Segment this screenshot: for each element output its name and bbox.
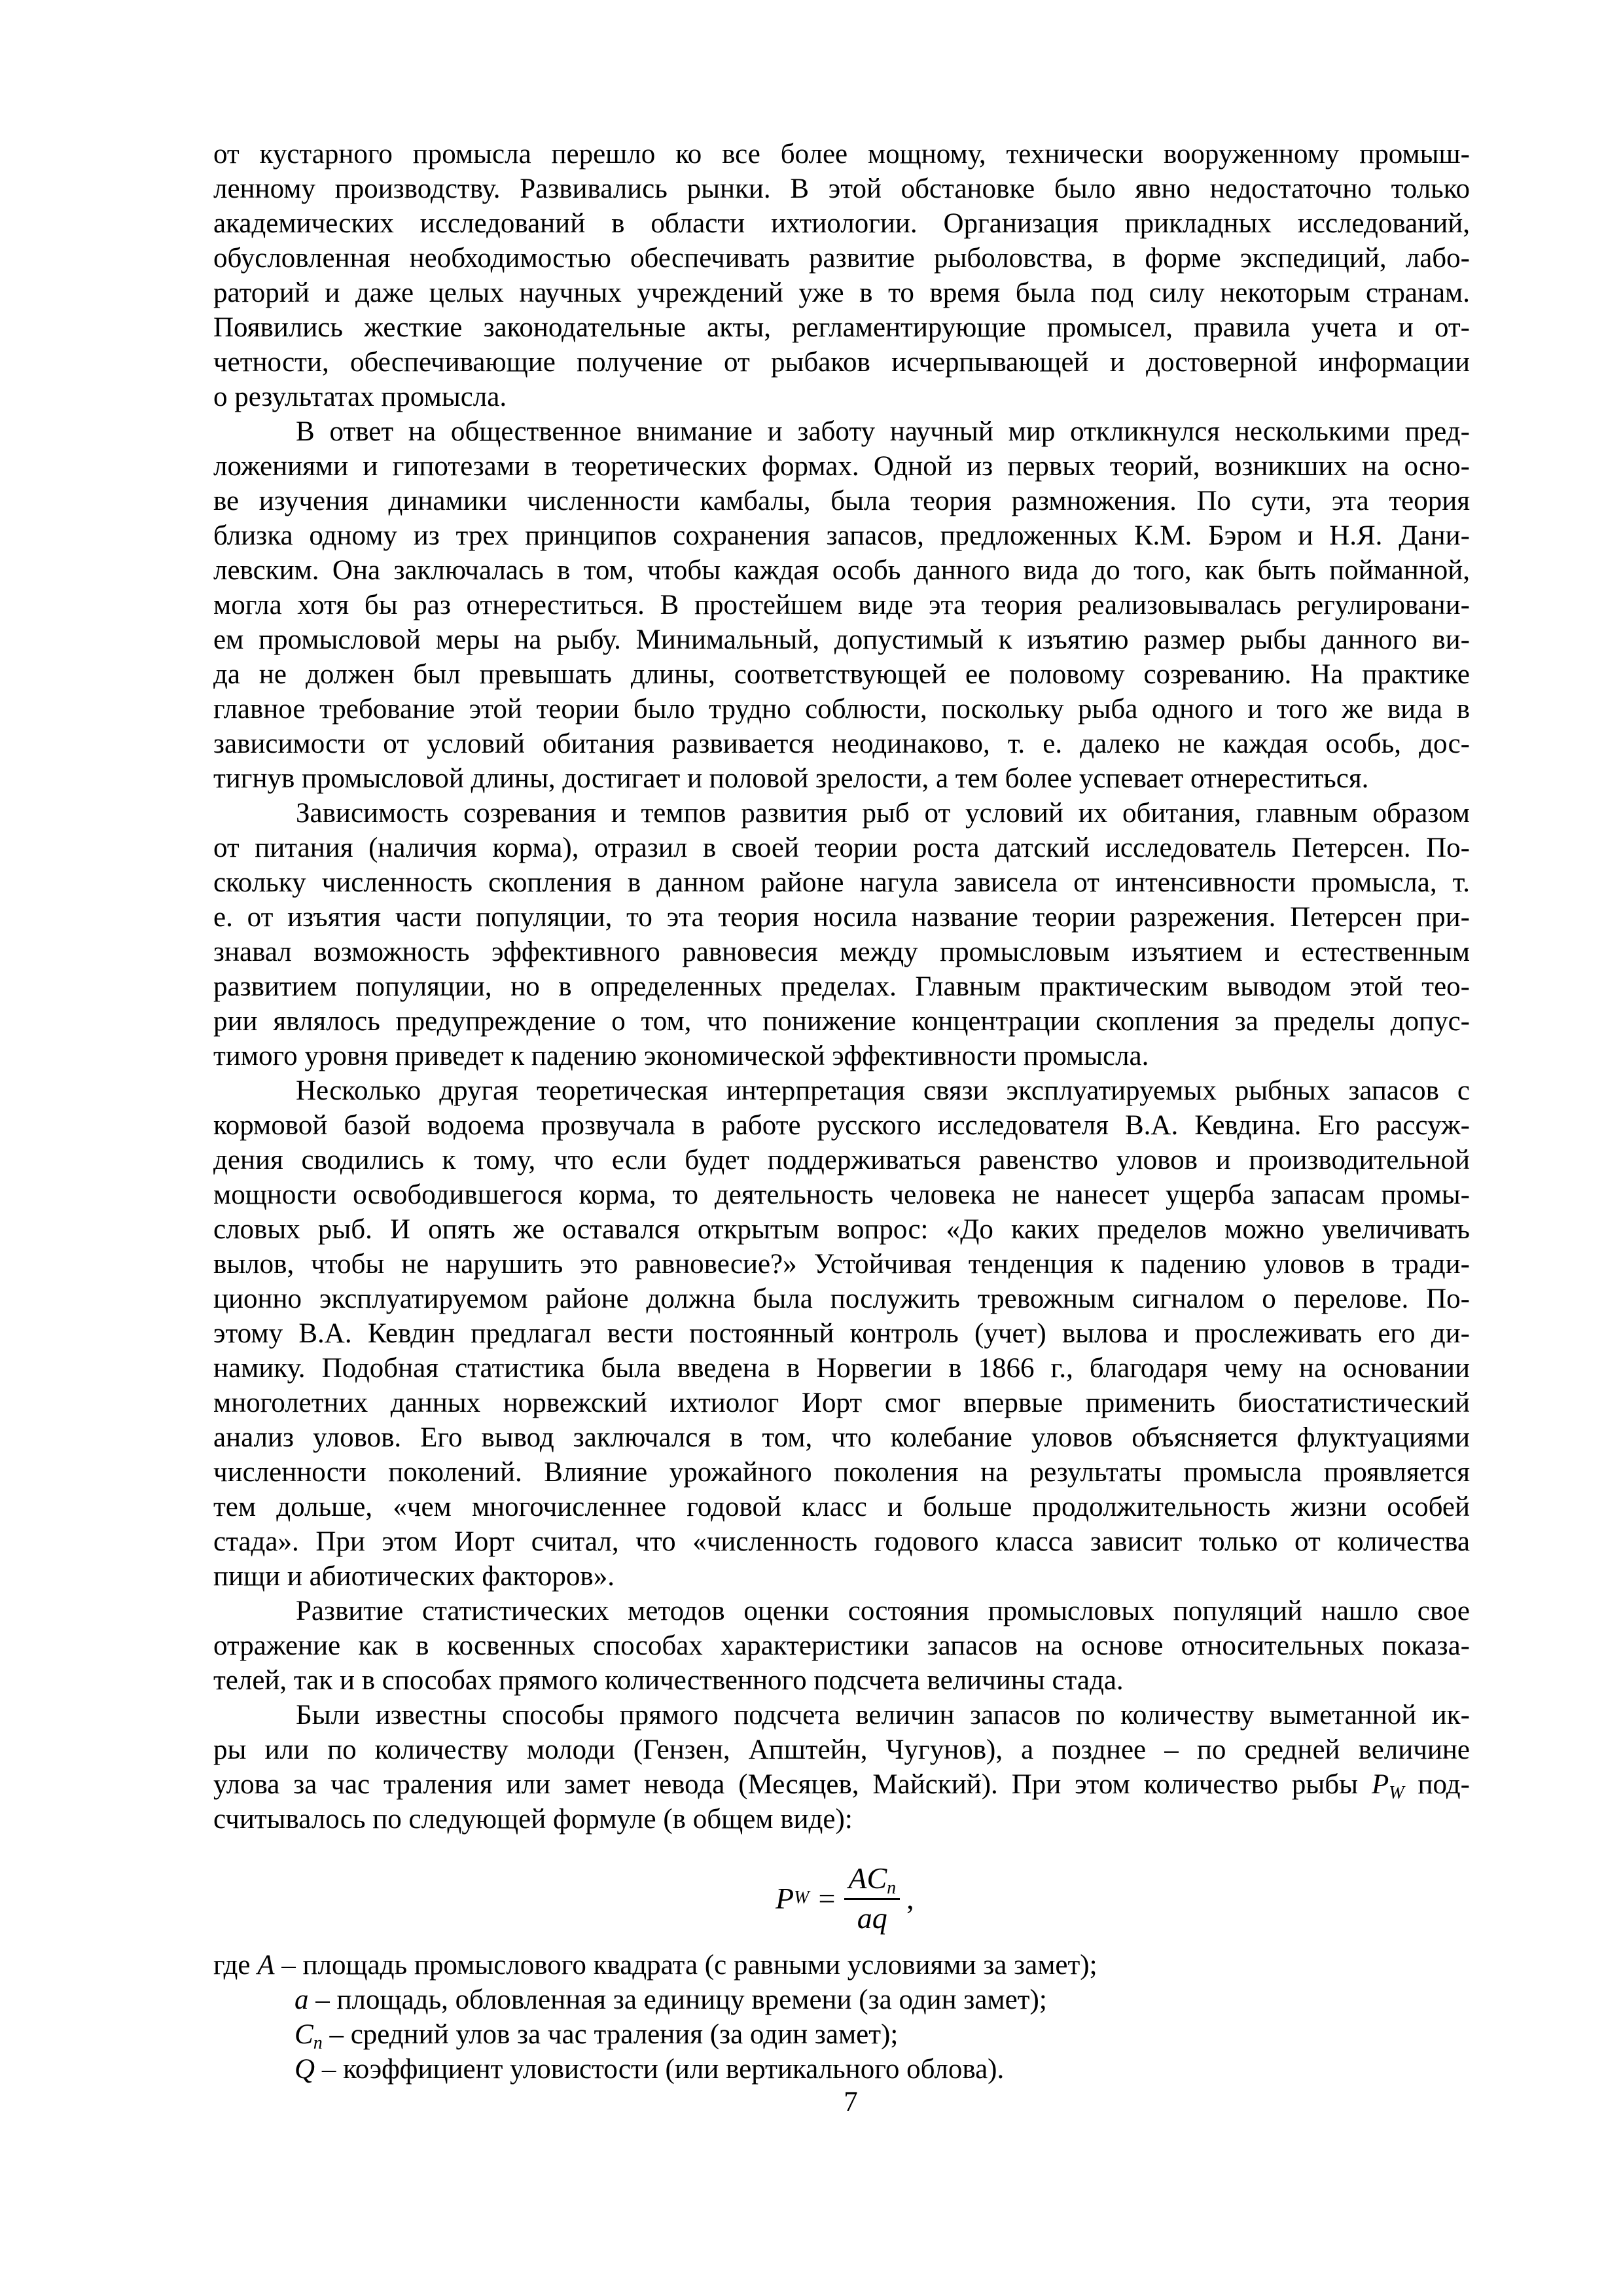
text-line: вылов, чтобы не нарушить это равновесие?» Устойчивая тенденция к падению уловов в тради- <box>213 1249 1470 1280</box>
text-line: тем дольше, «чем многочисленнее годовой класс и больше продолжительность жизни особей <box>213 1492 1470 1522</box>
numerator-sub: n <box>887 1877 897 1898</box>
formula-denominator <box>857 1900 887 1937</box>
text-line: ем промысловой меры на рыбу. Минимальный, допустимый к изъятию размер рыбы данного ви- <box>213 624 1470 655</box>
formula-lhs-var: P <box>776 1881 794 1915</box>
paragraph <box>213 137 1470 414</box>
text-line: В ответ на общественное внимание и заботу научный мир откликнулся несколькими пред- <box>296 416 1470 447</box>
text-line: тигнув промысловой длины, достигает и половой зрелости, а тем более успевает отнереститься. <box>213 763 1369 794</box>
text-line: стада». При этом Иорт считал, что «численность годового класса зависит только от количества <box>213 1526 1470 1557</box>
definition-var: a <box>294 1984 309 2015</box>
text-line: словых рыб. И опять же оставался открытым вопрос: «До каких пределов можно увеличивать <box>213 1214 1470 1245</box>
text-line: дения сводились к тому, что если будет поддерживаться равенство уловов и производительной <box>213 1145 1470 1175</box>
text-line: Развитие статистических методов оценки состояния промысловых популяций нашло свое <box>296 1596 1470 1626</box>
text-line: Несколько другая теоретическая интерпретация связи эксплуатируемых рыбных запасов с <box>296 1075 1470 1106</box>
definition-line <box>213 1948 1470 1982</box>
paragraph <box>213 796 1470 1073</box>
text-line: да не должен был превышать длины, соответствующей ее половому созреванию. На практике <box>213 659 1470 690</box>
text-line: считывалось по следующей формуле (в общем виде): <box>213 1804 853 1835</box>
text-line: о результатах промысла. <box>213 382 507 412</box>
text-line: ленному производству. Развивались рынки. В этой обстановке было явно недостаточно только <box>213 173 1470 204</box>
paragraph <box>213 1698 1470 1837</box>
definition-text: – средний улов за час траления (за один замет); <box>322 2019 899 2050</box>
text-line: Были известны способы прямого подсчета величин запасов по количеству выметанной ик- <box>296 1700 1470 1731</box>
definition-line <box>213 2017 1470 2052</box>
definition-text: – коэффициент уловистости (или вертикального облова). <box>315 2054 1005 2085</box>
body-text <box>213 137 1470 1837</box>
text-line: ционно эксплуатируемом районе должна была послужить тревожным сигналом о перелове. По- <box>213 1283 1470 1314</box>
paragraph <box>213 1594 1470 1698</box>
text-line: этому В.А. Кевдин предлагал вести постоянный контроль (учет) вылова и прослеживать его ди- <box>213 1318 1470 1349</box>
text-line: академических исследований в области ихтиологии. Организация прикладных исследований, <box>213 208 1470 239</box>
text-line: близка одному из трех принципов сохранения запасов, предложенных К.М. Бэром и Н.Я. Дани- <box>213 520 1470 551</box>
definition-prefix: где <box>213 1950 258 1981</box>
variable-subscript: W <box>1389 1783 1404 1802</box>
text-line: е. от изъятия части популяции, то эта теория носила название теории разрежения. Петерсен при- <box>213 902 1470 933</box>
paragraph <box>213 414 1470 796</box>
denominator-var: aq <box>857 1901 887 1935</box>
text-line: главное требование этой теории было трудно соблюсти, поскольку рыба одного и того же вида в <box>213 694 1470 725</box>
text-line: кормовой базой водоема прозвучала в работе русского исследователя В.А. Кевдина. Его рассуж- <box>213 1110 1470 1141</box>
formula-equals: = <box>818 1881 836 1915</box>
text-line: пищи и абиотических факторов». <box>213 1561 615 1592</box>
text-line: скольку численность скопления в данном районе нагула зависела от интенсивности промысла, т. <box>213 867 1470 898</box>
text-line: четности, обеспечивающие получение от рыбаков исчерпывающей и достоверной информации <box>213 347 1470 378</box>
text-line: намику. Подобная статистика была введена в Норвегии в 1866 г., благодаря чему на основании <box>213 1353 1470 1384</box>
text-line: рии являлось предупреждение о том, что понижение концентрации скопления за пределы допус- <box>213 1006 1470 1037</box>
page-number: 7 <box>844 2087 858 2117</box>
text-line: могла хотя бы раз отнереститься. В простейшем виде эта теория реализовывалась регулировани- <box>213 590 1470 620</box>
definition-var: Q <box>294 2054 315 2085</box>
text-line: зависимости от условий обитания развивается неодинаково, т. е. далеко не каждая особь, дос- <box>213 728 1470 759</box>
text-line: многолетних данных норвежский ихтиолог Иорт смог впервые применить биостатистический <box>213 1388 1470 1418</box>
text-line: Зависимость созревания и темпов развития рыб от условий их обитания, главным образом <box>296 798 1470 829</box>
text-segment: под- <box>1418 1769 1470 1800</box>
text-line: ве изучения динамики численности камбалы, была теория размножения. По сути, эта теория <box>213 486 1470 516</box>
numerator-var: AC <box>848 1861 887 1895</box>
formula <box>776 1856 914 1941</box>
text-line: развитием популяции, но в определенных пределах. Главным практическим выводом этой тео- <box>213 971 1470 1002</box>
text-line: знавал возможность эффективного равновесия между промысловым изъятием и естественным <box>213 937 1470 967</box>
definition-sub: n <box>313 2033 323 2053</box>
text-segment: улова за час траления или замет невода (Месяцев, Майский). При этом количество рыбы <box>213 1769 1359 1800</box>
text-line: отражение как в косвенных способах характеристики запасов на основе относительных показа- <box>213 1630 1470 1661</box>
text-line: численности поколений. Влияние урожайного поколения на результаты промысла проявляется <box>213 1457 1470 1488</box>
paragraph <box>213 1073 1470 1594</box>
text-line: Появились жесткие законодательные акты, регламентирующие промысел, правила учета и от- <box>213 312 1470 343</box>
text-line: мощности освободившегося корма, то деятельность человека не нанесет ущерба запасам промы- <box>213 1179 1470 1210</box>
text-line: тимого уровня приведет к падению экономической эффективности промысла. <box>213 1041 1149 1071</box>
definition-line <box>213 1982 1470 2017</box>
definition-line <box>213 2052 1470 2087</box>
formula-lhs-sub: W <box>794 1888 810 1908</box>
formula-fraction <box>844 1860 900 1937</box>
formula-numerator <box>844 1860 900 1900</box>
text-line: телей, так и в способах прямого количественного подсчета величины стада. <box>213 1665 1124 1696</box>
text-line: раторий и даже целых научных учреждений уже в то время была под силу некоторым странам. <box>213 278 1470 308</box>
text-line <box>213 1767 1470 1802</box>
definition-text: – площадь, обловленная за единицу времени (за один замет); <box>308 1984 1047 2015</box>
definition-var: A <box>257 1950 275 1981</box>
text-line: анализ уловов. Его вывод заключался в том, что колебание уловов объясняется флуктуациями <box>213 1422 1470 1453</box>
text-line: ры или по количеству молоди (Гензен, Апштейн, Чугунов), а позднее – по средней величине <box>213 1734 1470 1765</box>
text-line: левским. Она заключалась в том, чтобы каждая особь данного вида до того, как быть пойманной, <box>213 555 1470 586</box>
formula-comma: , <box>906 1881 914 1915</box>
definition-text: – площадь промыслового квадрата (с равными условиями за замет); <box>274 1950 1097 1981</box>
text-line: обусловленная необходимостью обеспечивать развитие рыболовства, в форме экспедиций, лабо- <box>213 243 1470 274</box>
variable-definitions <box>213 1948 1470 2087</box>
variable: P <box>1371 1769 1389 1800</box>
text-line: от питания (наличия корма), отразил в своей теории роста датский исследователь Петерсен. По- <box>213 833 1470 863</box>
definition-var: C <box>294 2019 313 2050</box>
text-line: от кустарного промысла перешло ко все более мощному, технически вооруженному промыш- <box>213 139 1470 170</box>
text-line: ложениями и гипотезами в теоретических формах. Одной из первых теорий, возникших на осно- <box>213 451 1470 482</box>
